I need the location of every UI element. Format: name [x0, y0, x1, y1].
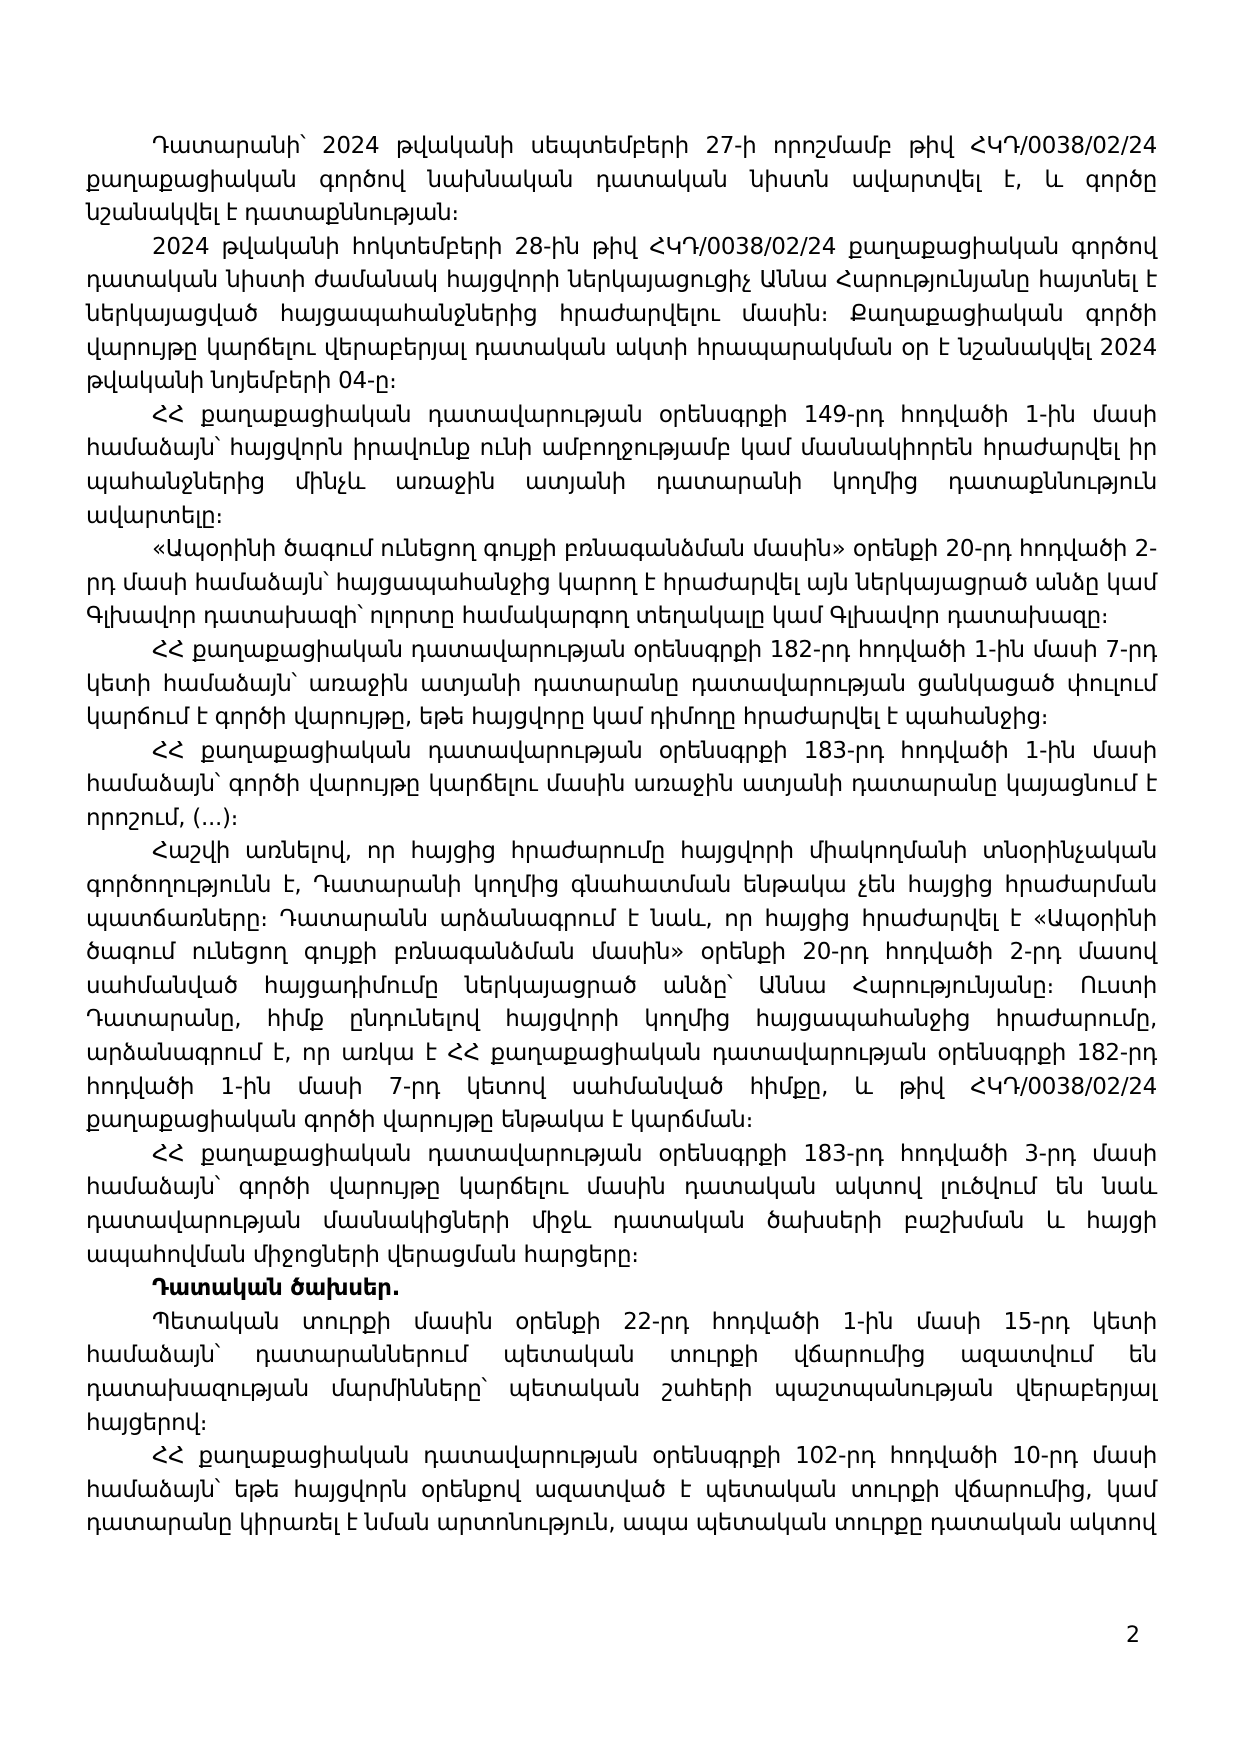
document-body — [86, 130, 1157, 1541]
paragraph: ՀՀ քաղաքացիական դատավարության օրենսգրքի 182-րդ հոդվածի 1-ին մասի 7-րդ կետի համաձայն՝ առաջին ատյանի դատարանը դատավարության ցանկացած փուլում կարճում է գործի վարույթը, եթե հայցվորը կամ դիմողը հրաժարվել է պահանջից։ — [86, 636, 1157, 731]
paragraph: ՀՀ քաղաքացիական դատավարության օրենսգրքի 102-րդ հոդվածի 10-րդ մասի համաձայն՝ եթե հայցվորն օրենքով ազատված է պետական տուրքի վճարումից, կամ դատարանը կիրառել է նման արտոնություն, ապա պետական տուրքը դատական ակտով — [86, 1443, 1157, 1537]
paragraph: Դատարանի՝ 2024 թվականի սեպտեմբերի 27-ի որոշմամբ թիվ ՀԿԴ/0038/02/24 քաղաքացիական գործով նախնական դատական նիստն ավարտվել է, և գործը նշանակվել է դատաքննության։ — [86, 133, 1157, 227]
paragraph: ՀՀ քաղաքացիական դատավարության օրենսգրքի 149-րդ հոդվածի 1-ին մասի համաձայն՝ հայցվորն իրավունք ունի ամբողջությամբ կամ մասնակիորեն հրաժարվել իր պահանջներից մինչև առաջին ատյանի դատարանի կողմից դատաքննություն ավարտելը։ — [86, 401, 1157, 529]
paragraph: «Ապօրինի ծագում ունեցող գույքի բռնագանձման մասին» օրենքի 20-րդ հոդվածի 2-րդ մասի համաձայն՝ հայցապահանջից կարող է հրաժարվել այն ներկայացրած անձը կամ Գլխավոր դատախազի՝ ոլորտը համակարգող տեղակալը կամ Գլխավոր դատախազը։ — [86, 536, 1157, 630]
paragraph: 2024 թվականի հոկտեմբերի 28-ին թիվ ՀԿԴ/0038/02/24 քաղաքացիական գործով դատական նիստի ժամանակ հայցվորի ներկայացուցիչ Աննա Հարությունյանը հայտնել է ներկայացված հայցապահանջներից հրաժարվելու մասին։ Քաղաքացիական գործի վարույթը կարճելու վերաբերյալ դատական ակտի հրապարակման օր է նշանակվել 2024 թվականի նոյեմբերի 04-ը։ — [86, 233, 1157, 395]
section-heading: Դատական ծախսեր. — [152, 1275, 401, 1302]
paragraph: ՀՀ քաղաքացիական դատավարության օրենսգրքի 183-րդ հոդվածի 1-ին մասի համաձայն՝ գործի վարույթը կարճելու մասին առաջին ատյանի դատարանը կայացնում է որոշում, (...)։ — [86, 737, 1157, 831]
paragraph: Հաշվի առնելով, որ հայցից հրաժարումը հայցվորի միակողմանի տնօրինչական գործողությունն է, Դատարանի կողմից գնահատման ենթակա չեն հայցից հրաժարման պատճառները։ Դատարանն արձանագրում է նաև, որ հայցից հրաժարվել է «Ապօրինի ծագում ունեցող գույքի բռնագանձման մասին» օրենքի 20-րդ հոդվածի 2-րդ մասով սահմանված հայցադիմումը ներկայացրած անձը՝ Աննա Հարությունյանը։ Ուստի Դատարանը, հիմք ընդունելով հայցվորի կողմից հայցապահանջից հրաժարումը, արձանագրում է, որ առկա է ՀՀ քաղաքացիական դատավարության օրենսգրքի 182-րդ հոդվածի 1-ին մասի 7-րդ կետով սահմանված հիմքը, և թիվ ՀԿԴ/0038/02/24 քաղաքացիական գործի վարույթը ենթակա է կարճման։ — [86, 838, 1157, 1134]
paragraph: ՀՀ քաղաքացիական դատավարության օրենսգրքի 183-րդ հոդվածի 3-րդ մասի համաձայն՝ գործի վարույթը կարճելու մասին դատական ակտով լուծվում են նաև դատավարության մասնակիցների միջև դատական ծախսերի բաշխման և հայցի ապահովման միջոցների վերացման հարցերը։ — [86, 1140, 1157, 1268]
paragraph: Պետական տուրքի մասին օրենքի 22-րդ հոդվածի 1-ին մասի 15-րդ կետի համաձայն՝ դատարաններում պետական տուրքի վճարումից ազատվում են դատախազության մարմինները՝ պետական շահերի պաշտպանության վերաբերյալ հայցերով։ — [86, 1308, 1157, 1436]
page-number: 2 — [1126, 1623, 1140, 1648]
